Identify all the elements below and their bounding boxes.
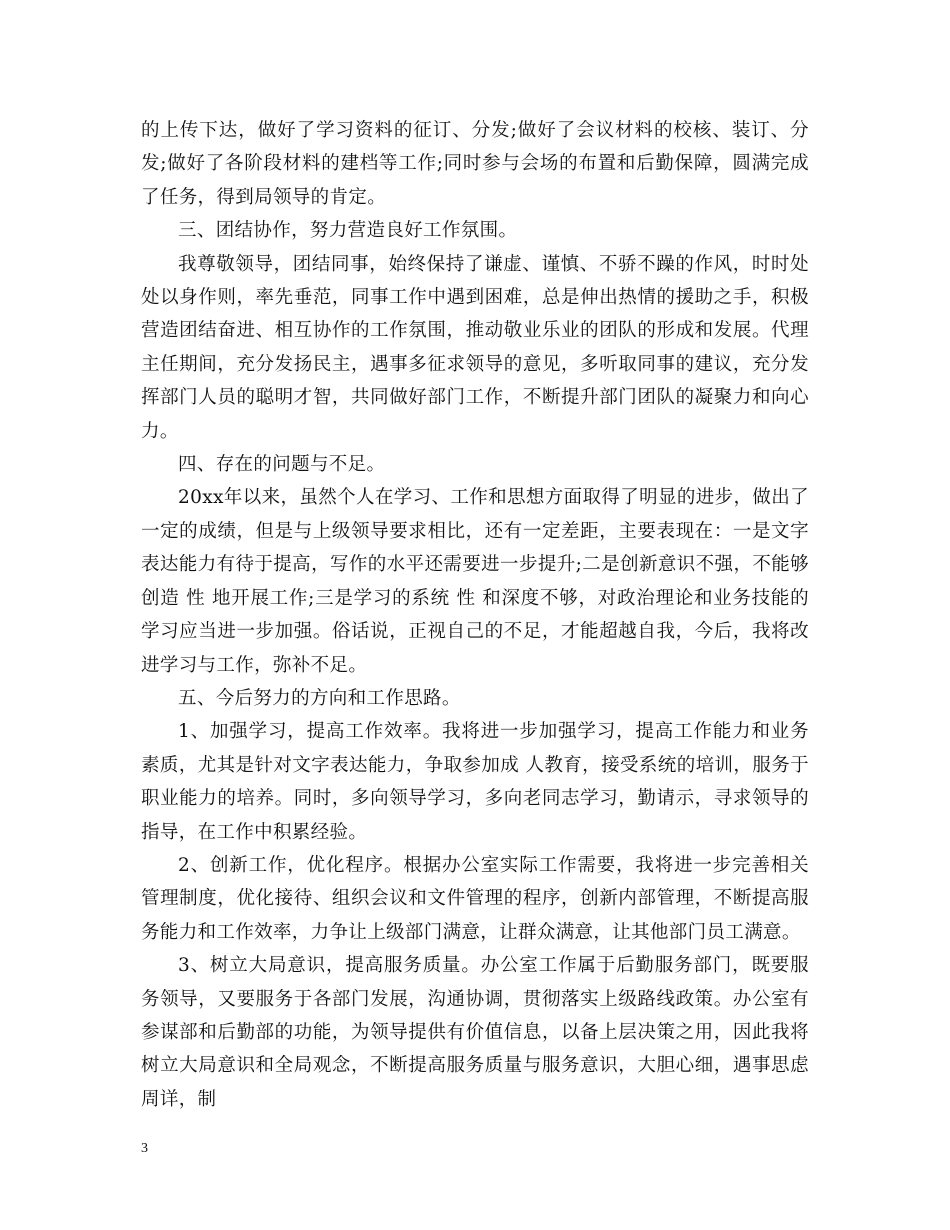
paragraph-continuation: 的上传下达，做好了学习资料的征订、分发;做好了会议材料的校核、装订、分发;做好了各阶段材料的建档等工作;同时参与会场的布置和后勤保障，圆满完成了任务，得到局领导的肯定。 bbox=[141, 120, 809, 208]
paragraph-item-3: 3、树立大局意识，提高服务质量。办公室工作属于后勤服务部门，既要服务领导，又要服务于各部门发展，沟通协调，贯彻落实上级路线政策。办公室有参谋部和后勤部的功能，为领导提供有价值信息，以备上层决策之用，因此我将树立大局意识和全局观念，不断提高服务质量与服务意识，大胆心细，遇事思虑周详，制 bbox=[141, 955, 809, 1110]
paragraph-teamwork: 我尊敬领导，团结同事，始终保持了谦虚、谨慎、不骄不躁的作风，时时处处以身作则，率先垂范，同事工作中遇到困难，总是伸出热情的援助之手，积极营造团结奋进、相互协作的工作氛围，推动敬业乐业的团队的形成和发展。代理主任期间，充分发扬民主，遇事多征求领导的意见，多听取同事的建议，充分发挥部门人员的聪明才智，共同做好部门工作，不断提升部门团队的凝聚力和向心力。 bbox=[141, 253, 809, 442]
section-heading-4: 四、存在的问题与不足。 bbox=[178, 454, 386, 476]
page-number: 3 bbox=[141, 1141, 148, 1156]
paragraph-shortcomings: 20xx年以来，虽然个人在学习、工作和思想方面取得了明显的进步，做出了一定的成绩，但是与上级领导要求相比，还有一定差距，主要表现在：一是文字表达能力有待于提高，写作的水平还需要进一步提升;二是创新意识不强，不能够创造 性 地开展工作;三是学习的系统 性 和深度不够，对政治理论和业务技能的学习应当进一步加强。俗话说，正视自己的不足，才能超越自我，今后，我将改进学习与工作，弥补不足。 bbox=[141, 487, 809, 676]
paragraph-item-2: 2、创新工作，优化程序。根据办公室实际工作需要，我将进一步完善相关管理制度，优化接待、组织会议和文件管理的程序，创新内部管理，不断提高服务能力和工作效率，力争让上级部门满意，让群众满意，让其他部门员工满意。 bbox=[141, 854, 809, 943]
paragraph-item-1: 1、加强学习，提高工作效率。我将进一步加强学习，提高工作能力和业务素质，尤其是针对文字表达能力，争取参加成 人教育，接受系统的培训，服务于职业能力的培养。同时，多向领导学习，多向老同志学习，勤请示，寻求领导的指导，在工作中积累经验。 bbox=[141, 721, 809, 843]
section-heading-3: 三、团结协作，努力营造良好工作氛围。 bbox=[178, 220, 518, 242]
document-body bbox=[141, 114, 809, 1116]
section-heading-5: 五、今后努力的方向和工作思路。 bbox=[178, 687, 461, 709]
